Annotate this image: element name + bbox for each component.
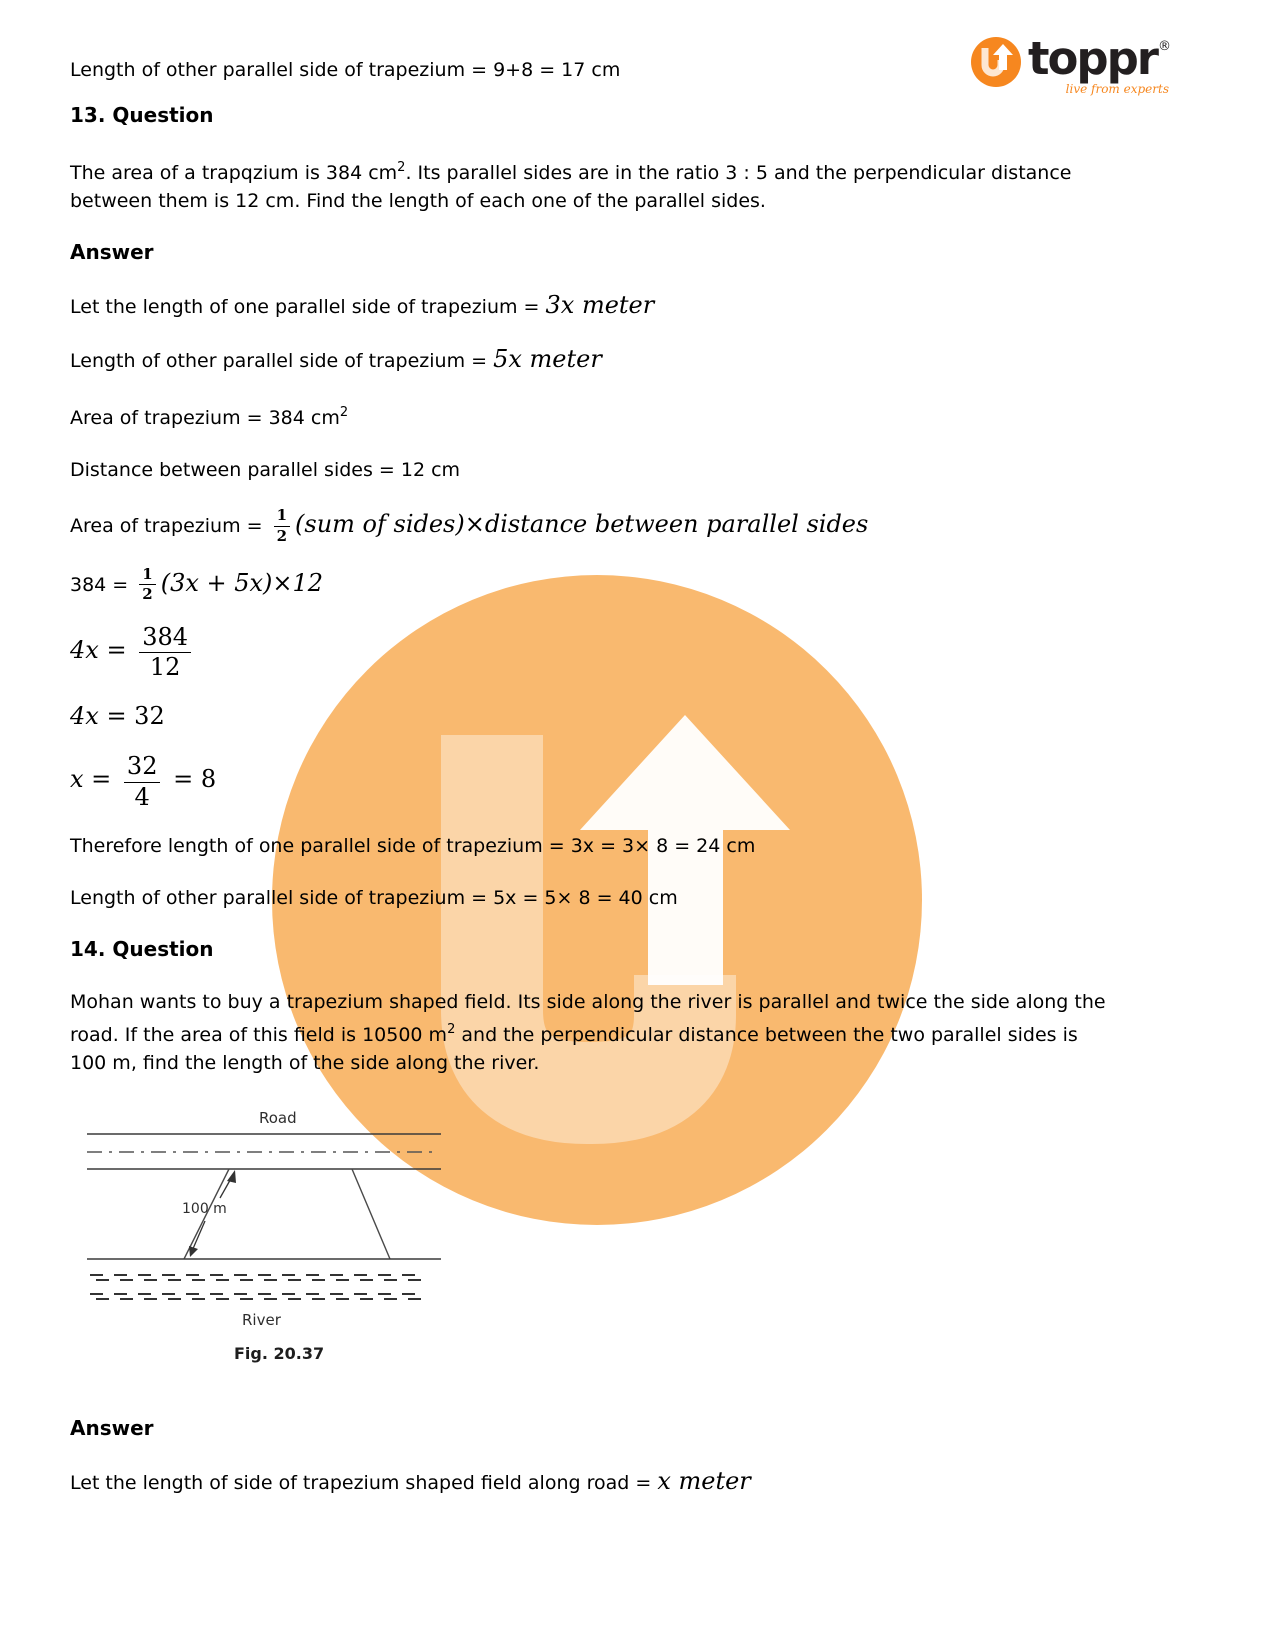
intro-line: Length of other parallel side of trapezium = 9+8 = 17 cm [70, 59, 621, 81]
q13-step-8 [70, 702, 1110, 732]
q14-step-1-math: x meter [657, 1466, 751, 1495]
question-13-text [70, 154, 1110, 215]
q13-step-5-math: (sum of sides)×distance between parallel sides [295, 509, 869, 538]
q13-step-7-equals: = [98, 636, 135, 665]
q13-step-8-rest: = 32 [98, 702, 165, 731]
question-13-part2: . Its parallel sides are in the ratio 3 : 5 and the perpendicular distance between them is 12 cm. Find the length of each one of the parallel sides. [70, 162, 1072, 212]
q13-step-6 [70, 564, 1110, 604]
q13-step-9-result: = 8 [165, 765, 217, 794]
q13-step-7 [70, 625, 1110, 680]
trapezium-field-diagram [84, 1101, 446, 1381]
answer-13-heading: Answer [70, 240, 154, 264]
q13-step-3 [70, 399, 1110, 432]
q13-step-2-text: Length of other parallel side of trapezium = [70, 350, 494, 372]
fraction-numerator: 32 [124, 754, 161, 782]
figure-river-label: River [242, 1310, 281, 1329]
fraction-32-over-4 [124, 754, 161, 809]
q13-step-4: Distance between parallel sides = 12 cm [70, 459, 461, 481]
fraction-denominator: 2 [276, 526, 288, 545]
q13-step-10: Therefore length of one parallel side of trapezium = 3x = 3× 8 = 24 cm [70, 834, 756, 857]
figure-20-37 [84, 1101, 446, 1385]
answer-14-heading: Answer [70, 1415, 154, 1440]
q13-step-5 [70, 508, 1110, 545]
trapezium-right-side [352, 1169, 390, 1259]
fraction-one-half [274, 508, 290, 545]
q13-step-9-equals: = [83, 765, 119, 794]
q13-step-2-math: 5x meter [493, 345, 602, 373]
question-14-heading: 14. Question [70, 936, 214, 961]
figure-caption: Fig. 20.37 [234, 1343, 325, 1363]
registered-mark: ® [1158, 39, 1169, 54]
figure-distance-label: 100 m [182, 1200, 227, 1217]
question-14-superscript: 2 [447, 1021, 456, 1037]
brand-tagline: live from experts [1065, 82, 1169, 96]
fraction-numerator: 1 [274, 508, 290, 527]
q13-step-2 [70, 345, 1110, 375]
distance-arrowhead-up [227, 1170, 236, 1183]
q13-step-1 [70, 291, 1110, 321]
distance-arrowhead-down [189, 1246, 198, 1257]
question-14-part2: and the perpendicular distance between the two parallel sides is 100 m, find the length of the side along the river. [70, 1023, 1078, 1074]
q13-step-9 [70, 754, 1110, 809]
q13-step-6-math: (3x + 5x)×12 [160, 568, 324, 597]
q13-step-5-pre: Area of trapezium = [70, 514, 269, 537]
q13-step-8-variable: 4x [70, 702, 99, 731]
fraction-one-half [139, 564, 155, 604]
fraction-denominator: 2 [142, 585, 153, 604]
question-14-text [70, 988, 1110, 1077]
figure-road-label: Road [259, 1108, 297, 1127]
q13-step-9-variable: x [70, 765, 84, 794]
q13-step-1-math: 3x meter [545, 291, 655, 319]
fraction-numerator: 384 [139, 625, 191, 653]
question-13-part1: The area of a trapqzium is 384 cm [70, 162, 398, 184]
question-13-heading: 13. Question [70, 103, 214, 127]
fraction-denominator: 12 [149, 653, 181, 682]
q14-step-1 [70, 1467, 1110, 1497]
fraction-denominator: 4 [134, 782, 150, 811]
q13-step-7-variable: 4x [70, 636, 99, 665]
fraction-384-over-12 [139, 625, 191, 680]
q13-step-1-text: Let the length of one parallel side of trapezium = [70, 296, 546, 318]
q13-step-11: Length of other parallel side of trapezium = 5x = 5× 8 = 40 cm [70, 886, 678, 909]
q13-step-3-text: Area of trapezium = 384 cm [70, 407, 340, 429]
question-14-part1: Mohan wants to buy a trapezium shaped field. Its side along the river is parallel and twice the side along the road. If the area of this field is 10500 m [70, 990, 1106, 1046]
fraction-numerator: 1 [139, 567, 155, 586]
q13-step-6-pre: 384 = [70, 573, 135, 596]
q13-step-3-superscript: 2 [339, 405, 349, 420]
q14-step-1-text: Let the length of side of trapezium shaped field along road = [70, 1471, 658, 1494]
question-13-superscript: 2 [397, 160, 406, 175]
brand-wordmark: toppr [1027, 32, 1157, 85]
distance-arrow-lower [192, 1221, 205, 1251]
